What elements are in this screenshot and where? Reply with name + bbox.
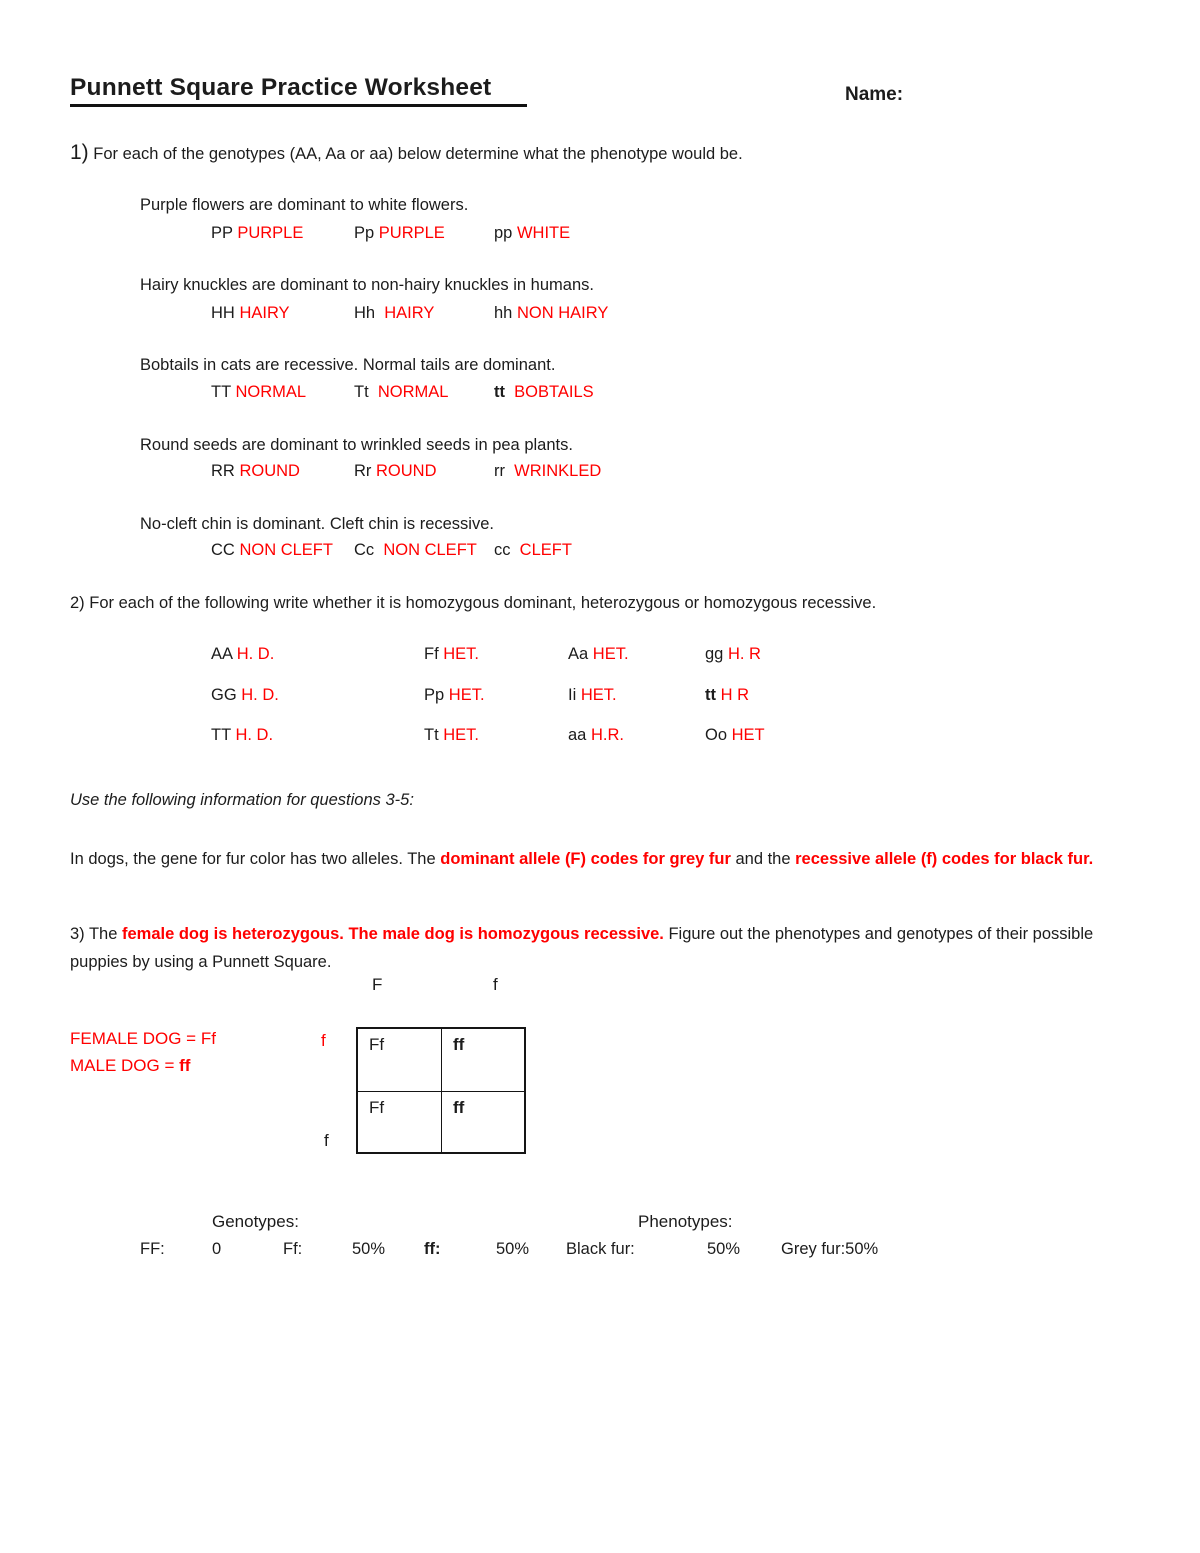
genotype-answer [494,462,601,481]
genotype: TT [211,383,231,401]
genotype: Hh [354,304,376,322]
genotype-answer [494,224,570,243]
punnett-cell-top-left: Ff [358,1029,442,1092]
genotype-answer [211,462,354,481]
genotype-answer [354,304,494,323]
male-dog-allele: ff [179,1056,191,1075]
result-label-ff: ff: [424,1240,441,1258]
phenotype: NORMAL [377,383,449,401]
punnett-col-header-F: F [372,975,383,994]
punnett-square [356,1027,526,1154]
genotype: aa [568,726,587,744]
genotype-answer [211,224,354,243]
female-dog-label: FEMALE DOG = Ff [70,1029,216,1048]
male-dog-label-prefix: MALE DOG = [70,1056,180,1075]
result-label-black-fur: Black fur: [566,1240,635,1258]
genotypes-label: Genotypes: [212,1212,299,1231]
zygosity-answer: HET [731,726,765,744]
info-text: In dogs, the gene for fur color has two alleles. The [70,850,441,868]
genotype: Tt [354,383,369,401]
answer-row-flowers [211,224,570,243]
genotype-answer [211,383,354,402]
worksheet-title: Punnett Square Practice Worksheet [70,74,527,107]
q2-cell [705,645,761,664]
q2-row-1 [211,645,761,664]
male-dog-label [70,1056,190,1076]
genotype: AA [211,645,233,663]
zygosity-answer: HET. [592,645,629,663]
result-label-FF: FF: [140,1240,165,1258]
result-value-black-fur: 50% [707,1240,741,1258]
dominant-allele-text: dominant allele (F) codes for grey fur [440,850,731,868]
punnett-row-header-top: f [321,1031,326,1050]
genotype: rr [494,462,505,480]
genotype-answer [354,541,494,560]
q2-cell [424,645,568,664]
zygosity-answer: H. D. [235,726,274,744]
genotype-answer [494,541,572,560]
trait-statement-flowers: Purple flowers are dominant to white flowers. [140,196,469,214]
q2-cell [424,726,568,745]
q1-number: 1) [70,141,89,164]
zygosity-answer: H. D. [236,645,275,663]
punnett-col-header-f: f [493,975,498,994]
result-grey-fur: Grey fur:50% [781,1240,879,1258]
answer-row-seeds [211,462,601,481]
q2-cell [568,645,705,664]
info-paragraph [70,844,1095,874]
phenotype: PURPLE [237,224,304,242]
phenotype: ROUND [376,462,437,480]
phenotype: HAIRY [384,304,435,322]
genotype: Pp [354,224,375,242]
result-value-Ff: 50% [352,1240,386,1258]
genotype: Cc [354,541,375,559]
genotype: tt [705,686,716,704]
phenotype: ROUND [239,462,300,480]
genotype-answer [354,224,494,243]
genotype: CC [211,541,235,559]
info-text: and the [730,850,796,868]
q2-cell [705,726,765,745]
answer-row-chin [211,541,572,560]
genotype: gg [705,645,724,663]
genotype-answer [211,541,354,560]
genotype: Tt [424,726,439,744]
zygosity-answer: HET. [443,645,480,663]
phenotype: BOBTAILS [514,383,594,401]
genotype: GG [211,686,237,704]
genotype: Ff [424,645,439,663]
q2-row-3 [211,726,765,745]
genotype: Pp [424,686,445,704]
answer-row-bobtails [211,383,594,402]
genotype: hh [494,304,513,322]
q3-text: Figure out the phenotypes and genotypes of their possible puppies by using a Punnett Square. [70,925,1094,971]
q3-text: 3) The [70,925,122,943]
q2-cell [211,686,424,705]
trait-statement-seeds: Round seeds are dominant to wrinkled seeds in pea plants. [140,436,573,454]
zygosity-answer: HET. [580,686,617,704]
genotype: RR [211,462,235,480]
q2-cell [568,686,705,705]
genotype: Ii [568,686,577,704]
recessive-allele-text: recessive allele (f) codes for black fur. [795,850,1094,868]
q2-cell [211,726,424,745]
genotype-answer [354,462,494,481]
phenotype: WRINKLED [514,462,602,480]
genotype: HH [211,304,235,322]
zygosity-answer: H R [720,686,750,704]
q3-red-text: female dog is heterozygous. The male dog is homozygous recessive. [121,925,664,943]
phenotypes-label: Phenotypes: [638,1212,733,1231]
phenotype: WHITE [516,224,571,242]
q2-cell [705,686,749,705]
q1-prompt [70,141,743,165]
genotype-answer [354,383,494,402]
phenotype: HAIRY [239,304,290,322]
q3-prompt [70,920,1138,976]
info-note: Use the following information for questions 3-5: [70,791,414,809]
zygosity-answer: H.R. [590,726,624,744]
phenotype: NON CLEFT [239,541,333,559]
phenotype: NORMAL [235,383,307,401]
zygosity-answer: HET. [443,726,480,744]
phenotype: NON CLEFT [383,541,477,559]
result-value-ff: 50% [496,1240,530,1258]
genotype-answer [494,304,608,323]
genotype: Aa [568,645,589,663]
genotype: tt [494,383,505,401]
punnett-cell-bottom-left: Ff [358,1092,442,1152]
genotype: cc [494,541,511,559]
phenotype: PURPLE [378,224,445,242]
phenotype: CLEFT [519,541,572,559]
trait-statement-bobtails: Bobtails in cats are recessive. Normal tails are dominant. [140,356,556,374]
trait-statement-knuckles: Hairy knuckles are dominant to non-hairy knuckles in humans. [140,276,594,294]
zygosity-answer: H. R [727,645,761,663]
genotype: pp [494,224,513,242]
genotype: Rr [354,462,372,480]
trait-statement-chin: No-cleft chin is dominant. Cleft chin is recessive. [140,515,494,533]
q2-cell [211,645,424,664]
name-label: Name: [845,84,904,105]
genotype-answer [494,383,594,402]
genotype-answer [211,304,354,323]
punnett-row-header-bottom: f [324,1131,329,1150]
answer-row-knuckles [211,304,608,323]
q2-cell [568,726,705,745]
punnett-cell-bottom-right: ff [453,1098,465,1117]
genotype: TT [211,726,231,744]
genotype: Oo [705,726,728,744]
punnett-cell-top-right: ff [442,1029,524,1092]
result-value-FF: 0 [212,1240,222,1258]
zygosity-answer: H. D. [241,686,279,704]
q2-row-2 [211,686,749,705]
zygosity-answer: HET. [448,686,485,704]
q2-prompt: 2) For each of the following write whether it is homozygous dominant, heterozygous or homozygous recessive. [70,594,877,612]
result-label-Ff: Ff: [283,1240,303,1258]
genotype: PP [211,224,233,242]
phenotype: NON HAIRY [516,304,609,322]
q2-cell [424,686,568,705]
q1-prompt-text: For each of the genotypes (AA, Aa or aa) below determine what the phenotype would be. [93,145,743,163]
